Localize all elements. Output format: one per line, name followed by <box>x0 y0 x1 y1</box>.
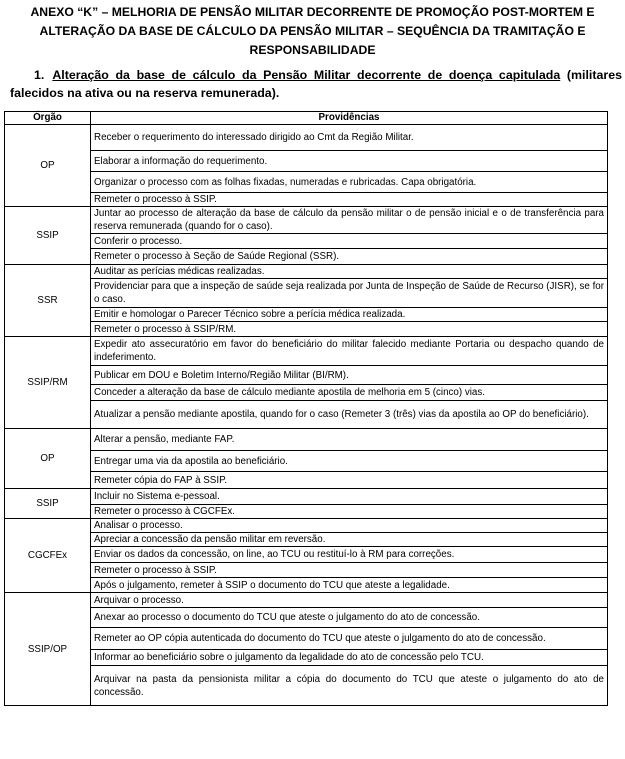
table-row <box>5 265 608 279</box>
table-row <box>5 207 608 234</box>
table-row <box>5 337 608 366</box>
table-row <box>5 279 608 308</box>
table-row <box>5 451 608 472</box>
table-row <box>5 563 608 578</box>
table-body <box>5 125 608 706</box>
table-row <box>5 628 608 650</box>
org-cell: SSIP/OP <box>5 593 91 706</box>
action-cell: Remeter o processo à SSIP/RM. <box>91 322 608 337</box>
table-row <box>5 429 608 451</box>
org-cell: SSR <box>5 265 91 337</box>
table-row <box>5 366 608 385</box>
action-cell: Conceder a alteração da base de cálculo mediante apostila de melhoria em 5 (cinco) vias. <box>91 385 608 401</box>
action-cell: Remeter ao OP cópia autenticada do documento do TCU que ateste o julgamento do ato de concessão. <box>91 628 608 650</box>
table-row <box>5 193 608 207</box>
action-cell: Enviar os dados da concessão, on line, ao TCU ou restituí-lo à RM para correções. <box>91 547 608 563</box>
table-row <box>5 385 608 401</box>
section-heading-rest: (militares falecidos na ativa ou na reserva remunerada). <box>10 68 622 100</box>
table-row <box>5 608 608 628</box>
action-cell: Organizar o processo com as folhas fixadas, numeradas e rubricadas. Capa obrigatória. <box>91 172 608 193</box>
action-cell: Remeter o processo à CGCFEx. <box>91 505 608 519</box>
org-cell: SSIP <box>5 489 91 519</box>
org-cell: SSIP/RM <box>5 337 91 429</box>
table-row <box>5 151 608 172</box>
action-cell: Incluir no Sistema e-pessoal. <box>91 489 608 505</box>
action-cell: Atualizar a pensão mediante apostila, quando for o caso (Remeter 3 (três) vias da apostila ao OP do beneficiário). <box>91 401 608 429</box>
action-cell: Emitir e homologar o Parecer Técnico sobre a perícia médica realizada. <box>91 308 608 322</box>
table-row <box>5 401 608 429</box>
section-heading-underlined: Alteração da base de cálculo da Pensão Militar decorrente de doença capitulada <box>52 68 561 82</box>
action-cell: Entregar uma via da apostila ao beneficiário. <box>91 451 608 472</box>
section-number: 1. <box>34 68 45 82</box>
table-row <box>5 666 608 706</box>
header-actions: Providências <box>91 112 608 125</box>
action-cell: Juntar ao processo de alteração da base de cálculo da pensão militar o de pensão inicial e o de transferência para reserva remunerada (quando for o caso). <box>91 207 608 234</box>
action-cell: Conferir o processo. <box>91 234 608 249</box>
table-row <box>5 505 608 519</box>
org-cell: OP <box>5 125 91 207</box>
table-row <box>5 234 608 249</box>
table-row <box>5 472 608 489</box>
table-row <box>5 593 608 608</box>
action-cell: Auditar as perícias médicas realizadas. <box>91 265 608 279</box>
action-cell: Remeter o processo à SSIP. <box>91 193 608 207</box>
org-cell: OP <box>5 429 91 489</box>
table-row <box>5 172 608 193</box>
org-cell: SSIP <box>5 207 91 265</box>
table-row <box>5 125 608 151</box>
section-heading <box>10 66 622 102</box>
action-cell: Arquivar o processo. <box>91 593 608 608</box>
action-cell: Receber o requerimento do interessado dirigido ao Cmt da Região Militar. <box>91 125 608 151</box>
action-cell: Arquivar na pasta da pensionista militar a cópia do documento do TCU que ateste o julgamento do ato de concessão. <box>91 666 608 706</box>
table-row <box>5 519 608 533</box>
table-row <box>5 489 608 505</box>
table-row <box>5 578 608 593</box>
document-title: ANEXO “K” – MELHORIA DE PENSÃO MILITAR DECORRENTE DE PROMOÇÃO POST-MORTEM E ALTERAÇÃO DA BASE DE CÁLCULO DA PENSÃO MILITAR – SEQUÊNCIA DA TRAMITAÇÃO E RESPONSABILIDADE <box>30 5 595 57</box>
table-row <box>5 249 608 265</box>
action-cell: Após o julgamento, remeter à SSIP o documento do TCU que ateste a legalidade. <box>91 578 608 593</box>
table-row <box>5 308 608 322</box>
action-cell: Publicar em DOU e Boletim Interno/Região Militar (BI/RM). <box>91 366 608 385</box>
action-cell: Remeter o processo à SSIP. <box>91 563 608 578</box>
action-cell: Apreciar a concessão da pensão militar em reversão. <box>91 533 608 547</box>
org-cell: CGCFEx <box>5 519 91 593</box>
action-cell: Informar ao beneficiário sobre o julgamento da legalidade do ato de concessão pelo TCU. <box>91 650 608 666</box>
action-cell: Anexar ao processo o documento do TCU que ateste o julgamento do ato de concessão. <box>91 608 608 628</box>
action-cell: Elaborar a informação do requerimento. <box>91 151 608 172</box>
table-row <box>5 533 608 547</box>
action-cell: Analisar o processo. <box>91 519 608 533</box>
action-cell: Providenciar para que a inspeção de saúde seja realizada por Junta de Inspeção de Saúde de Recurso (JISR), se for o caso. <box>91 279 608 308</box>
header-org: Órgão <box>5 112 91 125</box>
procedures-table <box>4 111 608 706</box>
action-cell: Expedir ato assecuratório em favor do beneficiário do militar falecido mediante Portaria ou despacho quando de indeferimento. <box>91 337 608 366</box>
table-header-row <box>5 112 608 125</box>
table-row <box>5 322 608 337</box>
table-row <box>5 547 608 563</box>
action-cell: Alterar a pensão, mediante FAP. <box>91 429 608 451</box>
action-cell: Remeter cópia do FAP à SSIP. <box>91 472 608 489</box>
action-cell: Remeter o processo à Seção de Saúde Regional (SSR). <box>91 249 608 265</box>
table-row <box>5 650 608 666</box>
